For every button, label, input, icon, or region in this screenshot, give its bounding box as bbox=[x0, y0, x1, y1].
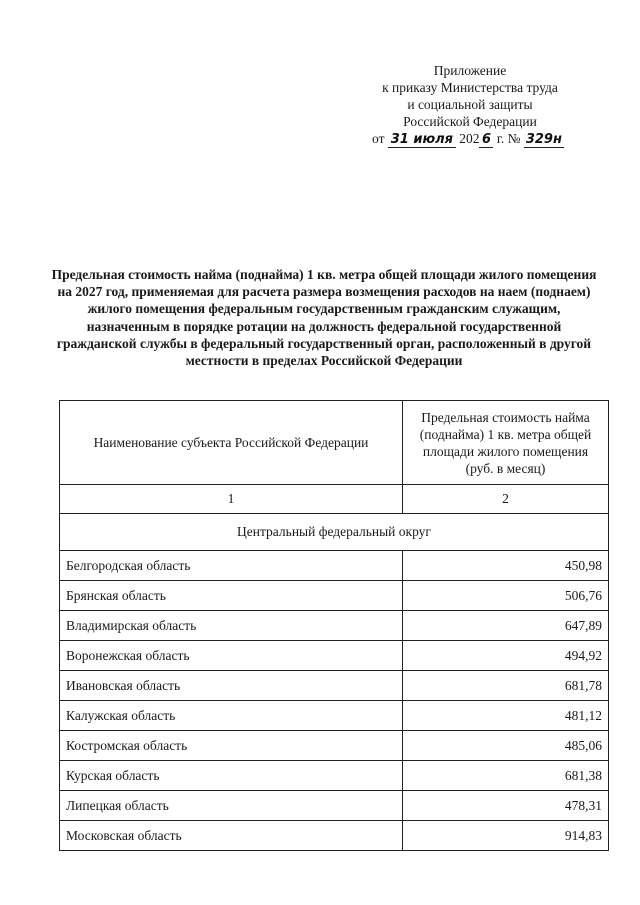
table-row bbox=[60, 761, 609, 791]
table-row bbox=[60, 791, 609, 821]
region-name: Калужская область bbox=[60, 701, 403, 731]
handwritten-year-digit: 6 bbox=[479, 133, 493, 148]
appendix-line: Российской Федерации bbox=[403, 114, 537, 129]
cost-value: 481,12 bbox=[403, 701, 609, 731]
cost-table bbox=[59, 400, 609, 851]
cost-value: 681,78 bbox=[403, 671, 609, 701]
cost-value: 478,31 bbox=[403, 791, 609, 821]
appendix-line: Приложение bbox=[433, 63, 507, 78]
cost-value: 485,06 bbox=[403, 731, 609, 761]
table-header-row bbox=[60, 401, 609, 485]
appendix-line: к приказу Министерства труда bbox=[382, 80, 558, 95]
region-name: Брянская область bbox=[60, 581, 403, 611]
column-number-row bbox=[60, 485, 609, 514]
table-row bbox=[60, 701, 609, 731]
header-cost: Предельная стоимость найма (поднайма) 1 кв. метра общей площади жилого помещения (руб. в месяц) bbox=[403, 401, 609, 485]
table-row bbox=[60, 731, 609, 761]
table-row bbox=[60, 671, 609, 701]
column-number: 1 bbox=[60, 485, 403, 514]
region-name: Ивановская область bbox=[60, 671, 403, 701]
order-date-line bbox=[372, 130, 612, 148]
region-name: Воронежская область bbox=[60, 641, 403, 671]
region-name: Владимирская область bbox=[60, 611, 403, 641]
cost-value: 914,83 bbox=[403, 821, 609, 851]
document-title: Предельная стоимость найма (поднайма) 1 кв. метра общей площади жилого помещения на 2027 год, применяемая для расчета размера возмещения расходов на наем (поднаем) жилого помещения федеральным государственным гражданским служащим, назначенным в порядке ротации на должность федеральной государственной гражданской службы в федеральный государственный орган, расположенный в другой местности в пределах Российской Федерации bbox=[51, 267, 597, 369]
date-number-label: г. № bbox=[496, 131, 521, 146]
column-number: 2 bbox=[403, 485, 609, 514]
cost-value: 506,76 bbox=[403, 581, 609, 611]
cost-value: 681,38 bbox=[403, 761, 609, 791]
table-row bbox=[60, 551, 609, 581]
region-name: Курская область bbox=[60, 761, 403, 791]
table-row bbox=[60, 581, 609, 611]
district-name: Центральный федеральный округ bbox=[60, 514, 609, 551]
cost-value: 450,98 bbox=[403, 551, 609, 581]
handwritten-date: 31 июля bbox=[388, 133, 456, 148]
table-row bbox=[60, 821, 609, 851]
date-prefix: от bbox=[372, 131, 385, 146]
region-name: Белгородская область bbox=[60, 551, 403, 581]
cost-value: 647,89 bbox=[403, 611, 609, 641]
table-row bbox=[60, 611, 609, 641]
region-name: Костромская область bbox=[60, 731, 403, 761]
header-region: Наименование субъекта Российской Федерации bbox=[60, 401, 403, 485]
appendix-line: и социальной защиты bbox=[407, 97, 533, 112]
cost-value: 494,92 bbox=[403, 641, 609, 671]
table-row bbox=[60, 641, 609, 671]
region-name: Липецкая область bbox=[60, 791, 403, 821]
date-year-prefix: 202 bbox=[459, 131, 480, 146]
appendix-header bbox=[360, 62, 580, 130]
region-name: Московская область bbox=[60, 821, 403, 851]
district-row bbox=[60, 514, 609, 551]
handwritten-order-number: 329н bbox=[525, 132, 562, 147]
